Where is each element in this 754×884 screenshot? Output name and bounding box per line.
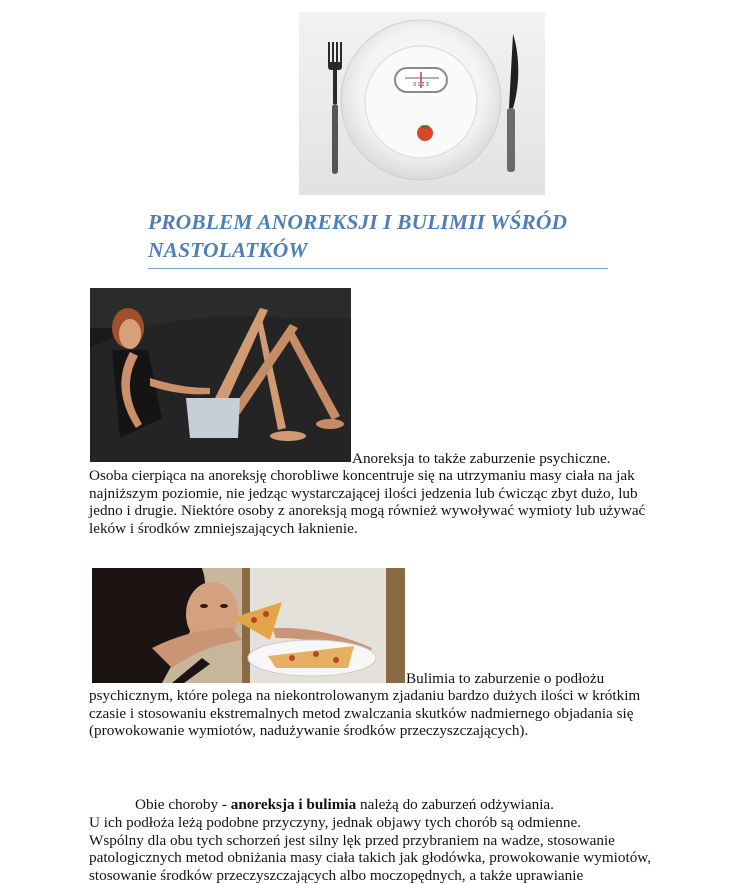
both-lead: [135, 796, 554, 814]
title-line-2: NASTOLATKÓW: [148, 238, 308, 262]
anorexia-line-3: jedno i drugie. Niektóre osoby z anoreksją mogą również wywoływać wymioty lub używać: [89, 502, 646, 520]
anorexia-lead: Anoreksja to także zaburzenie psychiczne.: [352, 450, 611, 467]
anorexia-paragraph: [89, 467, 669, 537]
anorexia-line-2: najniższym poziomie, nie jedząc wystarczającej ilości jedzenia lub ćwicząc zbyt dużo, lub: [89, 484, 638, 502]
both-lead-bold: anoreksja i bulimia: [230, 796, 357, 813]
both-line-1: U ich podłoża leżą podobne przyczyny, jednak objawy tych chorób są odmienne.: [89, 814, 582, 831]
bulimia-lead: Bulimia to zaburzenie o podłożu: [406, 670, 605, 687]
both-lead-post: należą do zaburzeń odżywiania.: [356, 796, 554, 813]
anorexia-line-4: leków i środków zmniejszających łaknienie.: [89, 519, 358, 537]
bulimia-line-1: psychicznym, które polega na niekontrolowanym zjadaniu bardzo dużych ilości w krótkim: [89, 687, 641, 704]
both-line-2: Wspólny dla obu tych schorzeń jest silny lęk przed przybraniem na wadze, stosowanie: [89, 831, 615, 849]
both-line-3: patologicznych metod obniżania masy ciała takich jak głodówka, prowokowanie wymiotów,: [89, 849, 652, 867]
both-paragraph: [89, 814, 669, 884]
bulimia-paragraph: [89, 687, 669, 740]
both-lead-pre: Obie choroby -: [135, 796, 231, 813]
title-line-1: PROBLEM ANOREKSJI I BULIMII WŚRÓD: [148, 210, 568, 234]
bulimia-line-2: czasie i stosowaniu ekstremalnych metod zwalczania skutków nadmiernego objadania się: [89, 704, 634, 722]
title-underline: [148, 268, 608, 269]
plate-scale-image: [299, 12, 545, 195]
svg-text:0 1 2 3: 0 1 2 3: [413, 82, 429, 88]
page-title: [148, 208, 618, 264]
bulimia-line-3: (prowokowanie wymiotów, nadużywanie środków przeczyszczających).: [89, 722, 529, 740]
anorexia-photo: [90, 288, 351, 462]
anorexia-line-1: Osoba cierpiąca na anoreksję chorobliwe koncentruje się na utrzymaniu masy ciała na jak: [89, 467, 635, 484]
both-line-4: stosowanie środków przeczyszczających albo moczopędnych, a także uprawianie: [89, 866, 584, 884]
bulimia-photo: [92, 568, 405, 683]
